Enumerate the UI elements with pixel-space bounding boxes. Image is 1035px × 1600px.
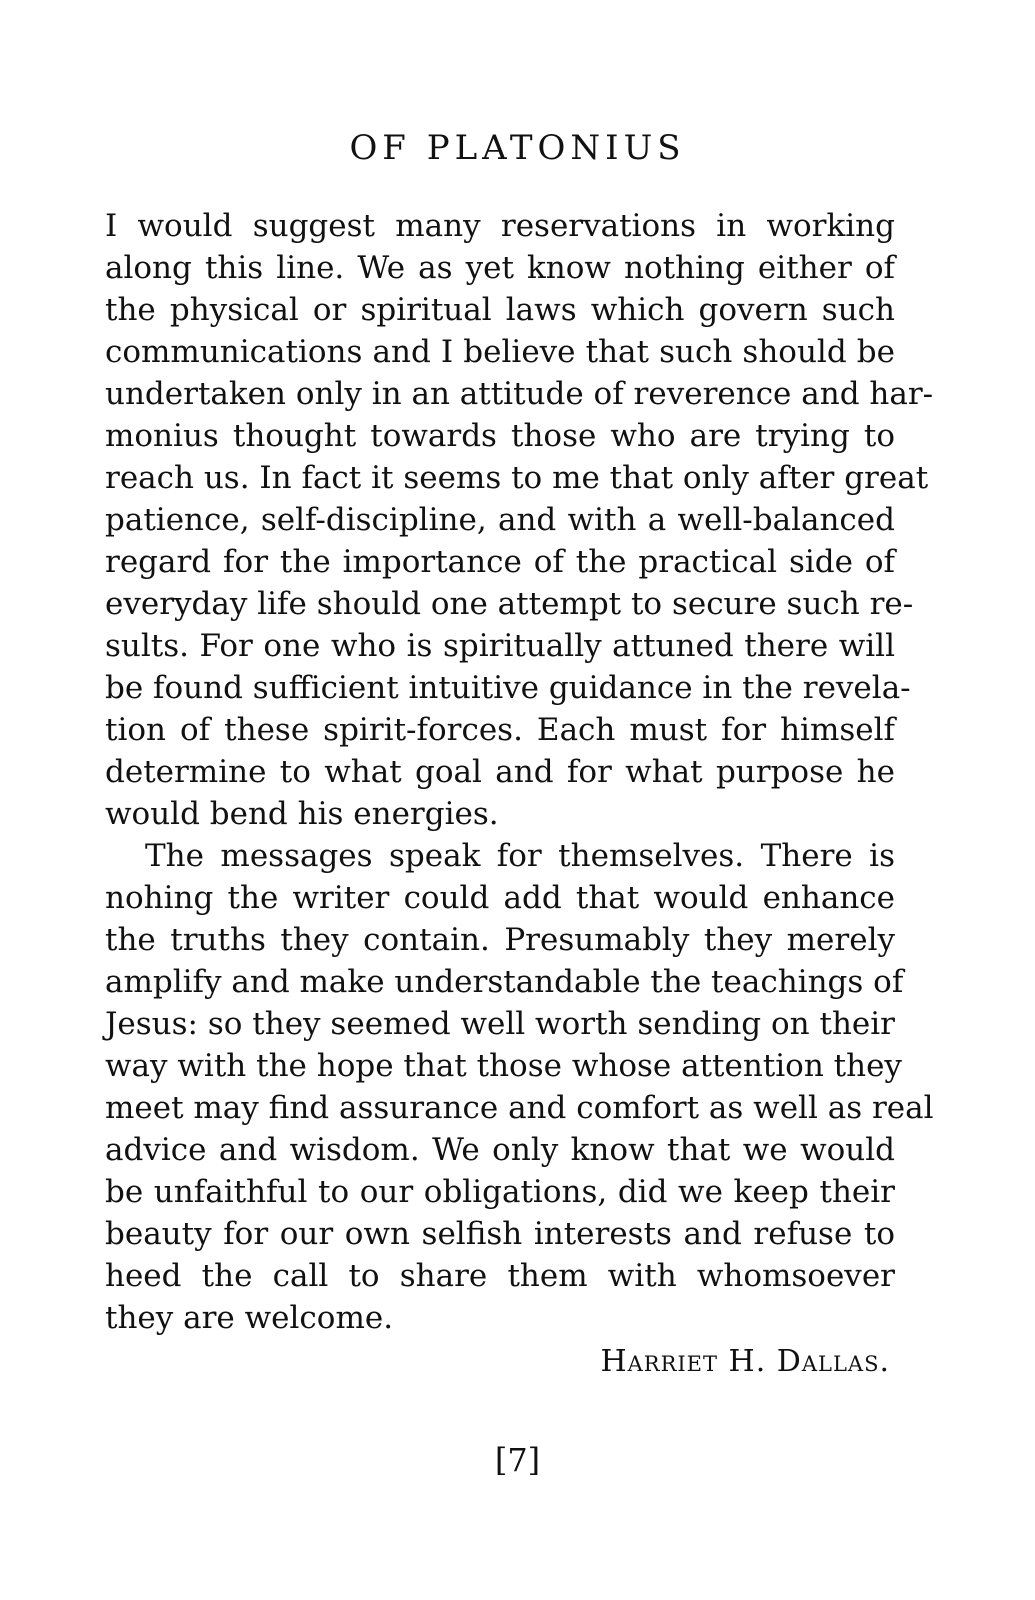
text-line: sults. For one who is spiritually attuned there will bbox=[105, 628, 895, 664]
paragraph-2 bbox=[105, 835, 934, 1339]
text-line: amplify and make understandable the teachings of bbox=[105, 964, 904, 1000]
text-line: determine to what goal and for what purpose he bbox=[105, 754, 895, 790]
text-line: undertaken only in an attitude of reverence and har- bbox=[105, 376, 934, 412]
text-line: The messages speak for themselves. There is bbox=[145, 838, 895, 874]
paragraph-1 bbox=[105, 205, 934, 835]
text-line: reach us. In fact it seems to me that only after great bbox=[105, 460, 929, 496]
text-line: way with the hope that those whose attention they bbox=[105, 1048, 902, 1084]
text-line: the truths they contain. Presumably they merely bbox=[105, 922, 895, 958]
text-line: Jesus: so they seemed well worth sending on their bbox=[105, 1006, 895, 1042]
text-line: advice and wisdom. We only know that we would bbox=[105, 1132, 895, 1168]
text-line: everyday life should one attempt to secure such re- bbox=[105, 586, 914, 622]
text-line: be unfaithful to our obligations, did we keep their bbox=[105, 1174, 895, 1210]
text-line: heed the call to share them with whomsoever bbox=[105, 1258, 895, 1294]
running-title: OF PLATONIUS bbox=[349, 128, 686, 168]
text-line: nohing the writer could add that would enhance bbox=[105, 880, 895, 916]
text-line: regard for the importance of the practical side of bbox=[105, 544, 895, 580]
text-line: patience, self-discipline, and with a well-balanced bbox=[105, 502, 895, 538]
text-line: meet may find assurance and comfort as well as real bbox=[105, 1090, 934, 1126]
text-line: the physical or spiritual laws which govern such bbox=[105, 292, 895, 328]
body-text bbox=[105, 205, 934, 1339]
text-line: monius thought towards those who are trying to bbox=[105, 418, 895, 454]
text-line: would bend his energies. bbox=[105, 796, 499, 832]
text-line: I would suggest many reservations in working bbox=[105, 208, 895, 244]
page-number: [7] bbox=[494, 1441, 541, 1479]
author-signature: Harriet H. Dallas. bbox=[600, 1344, 890, 1379]
text-line: along this line. We as yet know nothing either of bbox=[105, 250, 895, 286]
text-line: tion of these spirit-forces. Each must for himself bbox=[105, 712, 895, 748]
text-line: communications and I believe that such should be bbox=[105, 334, 895, 370]
text-line: beauty for our own selfish interests and refuse to bbox=[105, 1216, 895, 1252]
text-line: they are welcome. bbox=[105, 1300, 394, 1336]
text-line: be found sufficient intuitive guidance in the revela- bbox=[105, 670, 911, 706]
